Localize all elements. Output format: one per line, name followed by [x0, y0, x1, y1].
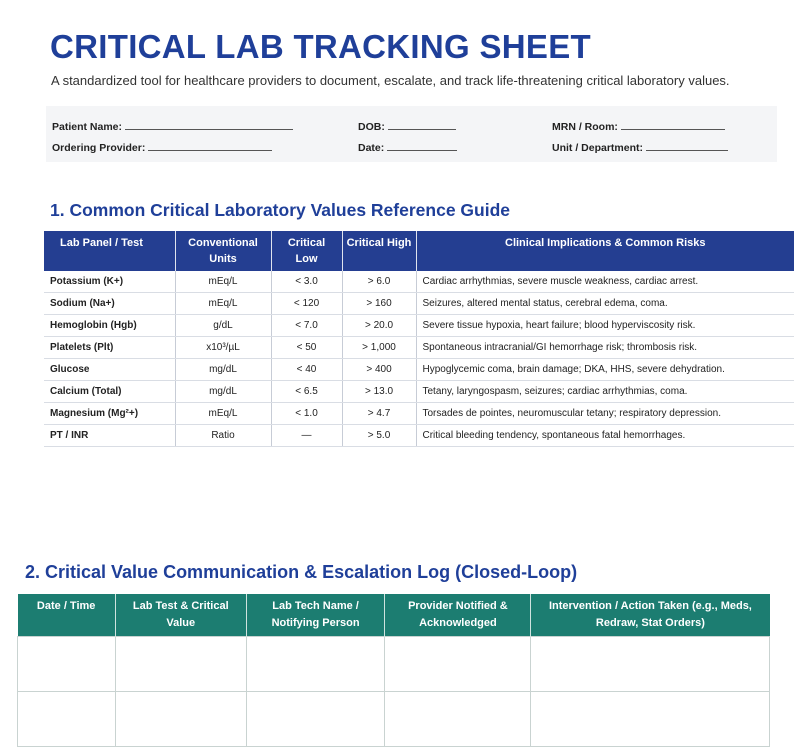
log-col-date-time: Date / Time: [18, 594, 116, 637]
log-entry-cell[interactable]: [385, 637, 531, 692]
escalation-log-heading: 2. Critical Value Communication & Escalation Log (Closed-Loop): [25, 562, 578, 582]
cell-test: Glucose: [44, 359, 175, 381]
cell-test: Potassium (K+): [44, 271, 175, 293]
col-header-implications: Clinical Implications & Common Risks: [416, 231, 794, 271]
cell-implications: Cardiac arrhythmias, severe muscle weakness, cardiac arrest.: [416, 271, 794, 293]
unit-department-label: Unit / Department:: [552, 142, 644, 154]
cell-critical-high: > 1,000: [342, 337, 416, 359]
cell-implications: Critical bleeding tendency, spontaneous fatal hemorrhages.: [416, 425, 794, 447]
log-entry-cell[interactable]: [385, 692, 531, 747]
ordering-provider-field[interactable]: [52, 139, 272, 154]
cell-critical-low: < 6.5: [271, 381, 342, 403]
cell-critical-high: > 4.7: [342, 403, 416, 425]
cell-critical-low: < 50: [271, 337, 342, 359]
cell-implications: Hypoglycemic coma, brain damage; DKA, HHS, severe dehydration.: [416, 359, 794, 381]
col-header-units: Conventional Units: [175, 231, 271, 271]
cell-units: mEq/L: [175, 293, 271, 315]
cell-critical-high: > 400: [342, 359, 416, 381]
page-title: CRITICAL LAB TRACKING SHEET: [50, 28, 591, 65]
table-row: [44, 381, 794, 403]
log-row: [18, 637, 770, 692]
table-row: [44, 337, 794, 359]
patient-info-box: [46, 106, 777, 162]
cell-units: g/dL: [175, 315, 271, 337]
table-row: [44, 403, 794, 425]
log-col-provider: Provider Notified & Acknowledged: [385, 594, 531, 637]
reference-table: [44, 231, 794, 447]
table-row: [44, 359, 794, 381]
cell-critical-high: > 160: [342, 293, 416, 315]
table-row: [44, 315, 794, 337]
cell-test: Sodium (Na+): [44, 293, 175, 315]
log-entry-cell[interactable]: [115, 692, 246, 747]
cell-critical-low: < 3.0: [271, 271, 342, 293]
reference-table-header-row: [44, 231, 794, 271]
cell-units: mg/dL: [175, 359, 271, 381]
col-header-test: Lab Panel / Test: [44, 231, 175, 271]
cell-test: Hemoglobin (Hgb): [44, 315, 175, 337]
log-entry-cell[interactable]: [531, 637, 770, 692]
table-row: [44, 425, 794, 447]
log-entry-cell[interactable]: [115, 637, 246, 692]
log-table-body: [18, 637, 770, 747]
unit-department-field[interactable]: [552, 139, 728, 154]
log-row: [18, 692, 770, 747]
cell-critical-low: < 40: [271, 359, 342, 381]
cell-implications: Spontaneous intracranial/GI hemorrhage risk; thrombosis risk.: [416, 337, 794, 359]
cell-units: x10³/µL: [175, 337, 271, 359]
cell-units: mEq/L: [175, 271, 271, 293]
cell-units: mEq/L: [175, 403, 271, 425]
cell-test: Platelets (Plt): [44, 337, 175, 359]
cell-critical-high: > 5.0: [342, 425, 416, 447]
cell-critical-low: < 1.0: [271, 403, 342, 425]
ordering-provider-label: Ordering Provider:: [52, 142, 146, 154]
log-entry-cell[interactable]: [246, 637, 385, 692]
cell-implications: Severe tissue hypoxia, heart failure; blood hyperviscosity risk.: [416, 315, 794, 337]
page-subtitle: A standardized tool for healthcare providers to document, escalate, and track life-threatening critical laboratory values.: [51, 73, 730, 88]
mrn-room-label: MRN / Room:: [552, 121, 618, 133]
log-entry-cell[interactable]: [246, 692, 385, 747]
cell-critical-high: > 13.0: [342, 381, 416, 403]
mrn-room-field[interactable]: [552, 118, 725, 133]
cell-test: Magnesium (Mg²+): [44, 403, 175, 425]
dob-label: DOB:: [358, 121, 385, 133]
patient-name-label: Patient Name:: [52, 121, 123, 133]
log-entry-cell[interactable]: [531, 692, 770, 747]
col-header-critical-high: Critical High: [342, 231, 416, 271]
cell-critical-high: > 6.0: [342, 271, 416, 293]
patient-name-field[interactable]: [52, 118, 293, 133]
cell-critical-low: < 120: [271, 293, 342, 315]
log-col-intervention: Intervention / Action Taken (e.g., Meds, Redraw, Stat Orders): [531, 594, 770, 637]
cell-implications: Tetany, laryngospasm, seizures; cardiac arrhythmias, coma.: [416, 381, 794, 403]
log-col-lab-test: Lab Test & Critical Value: [115, 594, 246, 637]
cell-critical-low: < 7.0: [271, 315, 342, 337]
col-header-critical-low: Critical Low: [271, 231, 342, 271]
log-table-header-row: [18, 594, 770, 637]
cell-units: mg/dL: [175, 381, 271, 403]
cell-critical-low: —: [271, 425, 342, 447]
cell-test: Calcium (Total): [44, 381, 175, 403]
dob-field[interactable]: [358, 118, 456, 133]
escalation-log-table: [17, 594, 770, 747]
table-row: [44, 293, 794, 315]
cell-critical-high: > 20.0: [342, 315, 416, 337]
log-entry-cell[interactable]: [18, 637, 116, 692]
date-field[interactable]: [358, 139, 457, 154]
table-row: [44, 271, 794, 293]
cell-test: PT / INR: [44, 425, 175, 447]
cell-units: Ratio: [175, 425, 271, 447]
reference-table-body: [44, 271, 794, 447]
cell-implications: Seizures, altered mental status, cerebral edema, coma.: [416, 293, 794, 315]
reference-guide-heading: 1. Common Critical Laboratory Values Reference Guide: [50, 200, 510, 220]
log-entry-cell[interactable]: [18, 692, 116, 747]
cell-implications: Torsades de pointes, neuromuscular tetany; respiratory depression.: [416, 403, 794, 425]
log-col-lab-tech: Lab Tech Name / Notifying Person: [246, 594, 385, 637]
date-label: Date:: [358, 142, 385, 154]
